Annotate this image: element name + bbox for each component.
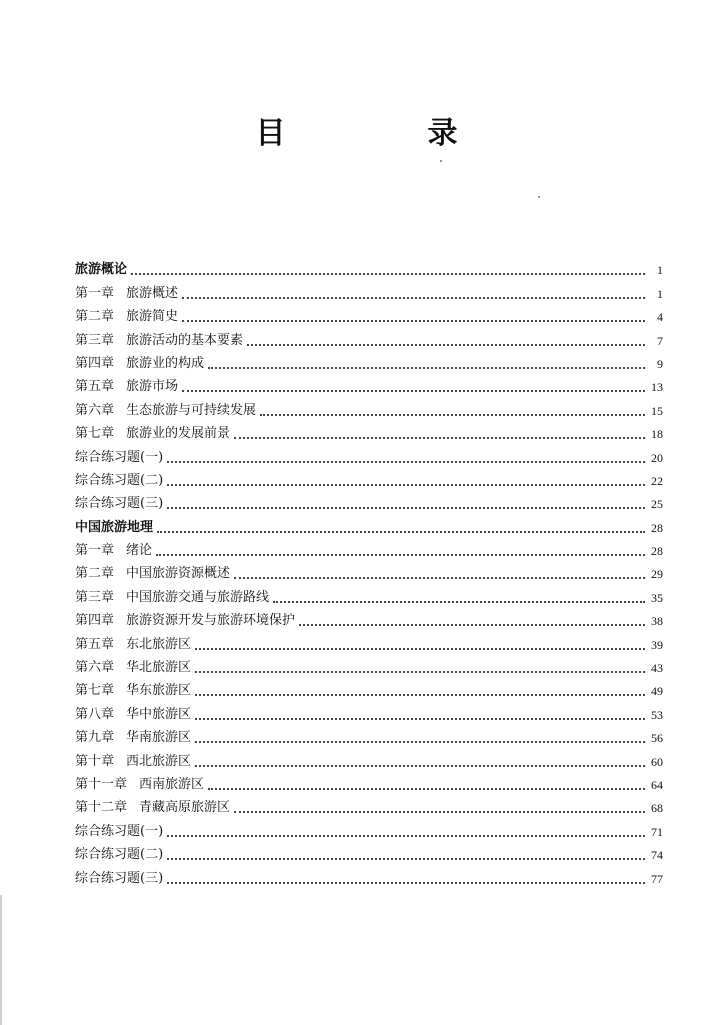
toc-page-number: 25 — [651, 497, 663, 512]
dot-leader — [195, 731, 645, 743]
toc-entry-row — [75, 606, 663, 629]
toc-entry-row — [75, 278, 663, 301]
toc-entry-row — [75, 395, 663, 418]
toc-chapter-number: 第五章 — [75, 636, 115, 652]
toc-page-number: 49 — [651, 684, 663, 699]
dot-leader — [234, 427, 645, 439]
toc-chapter-number: 第一章 — [75, 543, 115, 559]
toc-entry-row — [75, 699, 663, 722]
dot-leader — [167, 497, 645, 509]
toc-entry-label — [75, 566, 230, 582]
toc-entry-row — [75, 442, 663, 465]
toc-entry-title: 综合练习题(三) — [75, 870, 164, 886]
toc-entry-title: 西南旅游区 — [139, 776, 205, 792]
toc-page-number: 13 — [651, 380, 663, 395]
toc-entry-row — [75, 816, 663, 839]
toc-entry-title: 青藏高原旅游区 — [139, 800, 231, 816]
toc-entry-title: 华中旅游区 — [126, 706, 192, 722]
toc-entry-title: 综合练习题(二) — [75, 472, 164, 488]
toc-entry-label — [75, 847, 163, 863]
dot-leader — [182, 380, 645, 392]
toc-entry-row — [75, 302, 663, 325]
dot-leader — [273, 591, 645, 603]
dot-leader — [131, 263, 645, 275]
toc-page-number: 15 — [651, 403, 663, 418]
toc-entry-row — [75, 746, 663, 769]
toc-entry-label — [75, 496, 163, 512]
toc-chapter-number: 第八章 — [75, 706, 115, 722]
toc-page-number: 38 — [651, 614, 663, 629]
toc-chapter-number: 第四章 — [75, 613, 115, 629]
dot-leader — [167, 872, 645, 884]
toc-page-number: 1 — [657, 263, 663, 278]
page-title: 目 录 — [255, 116, 514, 151]
toc-page-number: 77 — [651, 871, 663, 886]
toc-entry-row — [75, 629, 663, 652]
toc-entry-label — [75, 286, 178, 302]
dot-leader — [234, 567, 645, 579]
dot-leader — [299, 614, 645, 626]
toc-entry-title: 旅游活动的基本要素 — [126, 332, 244, 348]
toc-entry-label — [75, 309, 178, 325]
dot-leader — [195, 661, 645, 673]
toc-entry-row — [75, 793, 663, 816]
toc-page-number: 9 — [657, 356, 663, 371]
toc-entry-label — [75, 543, 152, 559]
toc-page-number: 20 — [651, 450, 663, 465]
toc-entry-title: 华南旅游区 — [126, 730, 192, 746]
toc-entry-title: 生态旅游与可持续发展 — [126, 402, 257, 418]
toc-page-number: 35 — [651, 590, 663, 605]
toc-chapter-number: 第七章 — [75, 426, 115, 442]
toc-chapter-number: 第九章 — [75, 730, 115, 746]
toc-entry-row — [75, 653, 663, 676]
toc-chapter-number: 第五章 — [75, 379, 115, 395]
toc-entry-label — [75, 754, 191, 770]
toc-entry-label — [75, 777, 204, 793]
dot-leader — [195, 638, 645, 650]
toc-chapter-number: 第十二章 — [75, 800, 128, 816]
dot-leader — [167, 451, 645, 463]
toc-entry-label — [75, 450, 163, 466]
toc-entry-title: 中国旅游交通与旅游路线 — [126, 589, 270, 605]
toc-page-number: 60 — [651, 754, 663, 769]
toc-page-number: 7 — [657, 333, 663, 348]
toc-page-number: 71 — [651, 824, 663, 839]
toc-chapter-number: 第二章 — [75, 566, 115, 582]
toc-entry-row — [75, 372, 663, 395]
scan-speck — [538, 196, 540, 198]
dot-leader — [208, 778, 645, 790]
toc-entry-row — [75, 723, 663, 746]
toc-entry-title: 综合练习题(三) — [75, 496, 164, 512]
toc-chapter-number: 第七章 — [75, 683, 115, 699]
toc-entry-title: 综合练习题(二) — [75, 847, 164, 863]
toc-entry-row — [75, 676, 663, 699]
toc-entry-row — [75, 325, 663, 348]
toc-entry-title: 旅游业的发展前景 — [126, 426, 231, 442]
dot-leader — [157, 521, 645, 533]
toc-page-number: 28 — [651, 520, 663, 535]
toc-entry-row — [75, 863, 663, 886]
toc-page-number: 74 — [651, 848, 663, 863]
toc-entry-label — [75, 333, 243, 349]
toc-entry-label — [75, 683, 191, 699]
toc-entry-label — [75, 824, 163, 840]
dot-leader — [156, 544, 645, 556]
toc-chapter-number: 第二章 — [75, 309, 115, 325]
dot-leader — [167, 825, 645, 837]
toc-entry-label — [75, 426, 230, 442]
dot-leader — [195, 708, 645, 720]
toc-chapter-number: 第三章 — [75, 332, 115, 348]
toc-chapter-number: 第十章 — [75, 753, 115, 769]
toc-chapter-number: 第三章 — [75, 589, 115, 605]
scan-edge-mark — [0, 895, 2, 1025]
toc-entry-label — [75, 473, 163, 489]
toc-entry-title: 绪论 — [126, 543, 153, 559]
toc-chapter-number: 第十一章 — [75, 776, 128, 792]
toc-chapter-number: 第四章 — [75, 355, 115, 371]
toc-entry-row — [75, 840, 663, 863]
dot-leader — [195, 755, 645, 767]
toc-section-row — [75, 512, 663, 535]
toc-section-row — [75, 255, 663, 278]
toc-page-number: 29 — [651, 567, 663, 582]
toc-page-number: 53 — [651, 707, 663, 722]
toc-page-number: 18 — [651, 427, 663, 442]
toc-chapter-number: 第六章 — [75, 660, 115, 676]
toc-entry-label — [75, 660, 191, 676]
toc-entry-label — [75, 403, 256, 419]
toc-entry-label — [75, 262, 127, 278]
toc-entry-title: 旅游市场 — [126, 379, 179, 395]
toc-entry-title: 旅游概论 — [75, 262, 128, 278]
toc-entry-label — [75, 707, 191, 723]
dot-leader — [247, 334, 645, 346]
dot-leader — [167, 474, 645, 486]
toc-page-number: 4 — [657, 310, 663, 325]
dot-leader — [195, 684, 645, 696]
toc-entry-label — [75, 800, 230, 816]
toc-entry-label — [75, 356, 204, 372]
toc-entry-title: 华东旅游区 — [126, 683, 192, 699]
toc-entry-row — [75, 559, 663, 582]
dot-leader — [182, 310, 645, 322]
toc-entry-row — [75, 770, 663, 793]
toc-entry-title: 中国旅游资源概述 — [126, 566, 231, 582]
toc-page-number: 39 — [651, 637, 663, 652]
toc-entry-title: 综合练习题(一) — [75, 449, 164, 465]
toc-entry-label — [75, 637, 191, 653]
toc-entry-title: 西北旅游区 — [126, 753, 192, 769]
scan-speck — [440, 160, 442, 162]
table-of-contents — [75, 255, 663, 887]
toc-entry-title: 旅游资源开发与旅游环境保护 — [126, 613, 296, 629]
dot-leader — [234, 801, 645, 813]
toc-entry-label — [75, 590, 269, 606]
toc-entry-title: 旅游简史 — [126, 309, 179, 325]
dot-leader — [208, 357, 645, 369]
dot-leader — [260, 404, 645, 416]
toc-entry-row — [75, 466, 663, 489]
toc-entry-label — [75, 730, 191, 746]
toc-entry-label — [75, 613, 295, 629]
toc-page-number: 56 — [651, 731, 663, 746]
toc-entry-label — [75, 520, 153, 536]
toc-entry-title: 旅游概述 — [126, 285, 179, 301]
toc-entry-title: 华北旅游区 — [126, 660, 192, 676]
toc-page-number: 28 — [651, 544, 663, 559]
toc-entry-title: 旅游业的构成 — [126, 355, 205, 371]
toc-page-number: 43 — [651, 661, 663, 676]
toc-entry-row — [75, 349, 663, 372]
toc-entry-row — [75, 489, 663, 512]
toc-chapter-number: 第六章 — [75, 402, 115, 418]
toc-entry-label — [75, 379, 178, 395]
toc-entry-title: 中国旅游地理 — [75, 519, 154, 535]
dot-leader — [167, 848, 645, 860]
toc-page-number: 68 — [651, 801, 663, 816]
toc-page-number: 64 — [651, 777, 663, 792]
toc-chapter-number: 第一章 — [75, 285, 115, 301]
dot-leader — [182, 287, 645, 299]
toc-entry-title: 东北旅游区 — [126, 636, 192, 652]
toc-entry-title: 综合练习题(一) — [75, 823, 164, 839]
toc-entry-label — [75, 871, 163, 887]
toc-page-number: 22 — [651, 473, 663, 488]
toc-entry-row — [75, 536, 663, 559]
toc-page-number: 1 — [657, 286, 663, 301]
toc-entry-row — [75, 419, 663, 442]
toc-entry-row — [75, 582, 663, 605]
